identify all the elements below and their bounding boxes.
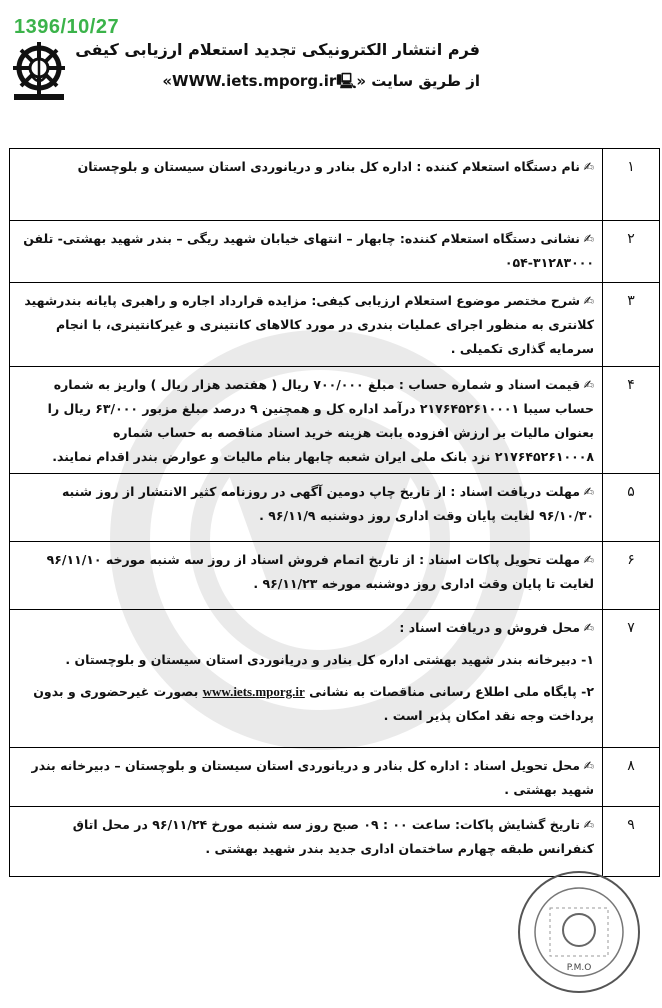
pen-icon: ✍	[583, 377, 594, 392]
inquiry-form-table	[9, 148, 660, 877]
row-label: نام دستگاه استعلام کننده :	[416, 159, 580, 174]
sales-place-item2-prefix: ۲- پایگاه ملی اطلاع رسانی مناقصات به نشانی	[309, 684, 594, 699]
pen-icon: ✍	[583, 817, 594, 832]
table-row	[10, 367, 660, 474]
pen-icon: ✍	[583, 293, 594, 308]
row-label: شرح مختصر موضوع استعلام ارزیابی کیفی:	[311, 293, 580, 308]
row-number: ۶	[603, 542, 660, 610]
pen-icon: ✍	[583, 159, 594, 174]
table-row	[10, 542, 660, 610]
ports-anchor-logo	[6, 38, 72, 102]
row-text: مزایده قرارداد اجاره و راهبری پایانه بندرشهید کلانتری به منظور اجرای عملیات بندری در مورد کالاهای کانتینری و غیرکانتینری، با انجام سرمایه گذاری تکمیلی .	[24, 293, 594, 356]
header-site-text: «WWW.iets.mporg.ir	[162, 72, 337, 90]
row-text: اداره کل بنادر و دریانوردی استان سیستان و بلوچستان	[77, 159, 413, 174]
sales-place-item2-suffix: بصورت غیرحضوری و بدون پرداخت وجه نقد امکان پذیر است .	[33, 684, 594, 723]
row-content	[10, 748, 603, 807]
tender-site-link[interactable]: www.iets.mporg.ir	[202, 684, 305, 699]
header-subtitle	[75, 71, 480, 96]
row-content	[10, 474, 603, 542]
row-content	[10, 807, 603, 877]
row-label: قیمت اسناد و شماره حساب :	[398, 377, 580, 392]
row-text: از تاریخ چاپ دومین آگهی در روزنامه کثیر الانتشار از روز شنبه ۹۶/۱۰/۳۰ لغایت پایان وقت اداری روز دوشنبه ۹۶/۱۱/۹ .	[61, 484, 594, 523]
sales-place-item: ۱- دبیرخانه بندر شهید بهشتی اداره کل بنادر و دریانوردی استان سیستان و بلوچستان .	[65, 652, 594, 667]
pen-icon: ✍	[583, 758, 594, 773]
pen-icon: ✍	[583, 231, 594, 246]
row-content	[10, 367, 603, 474]
row-number: ۴	[603, 367, 660, 474]
row-label: مهلت تحویل پاکات اسناد :	[419, 552, 580, 567]
row-label: مهلت دریافت اسناد :	[450, 484, 580, 499]
table-row	[10, 149, 660, 221]
row-label: تاریخ گشایش پاکات:	[455, 817, 580, 832]
row-text: چابهار – انتهای خیابان شهید ریگی – بندر شهید بهشتی- تلفن ۳۱۲۸۳۰۰۰-۰۵۴	[23, 231, 594, 270]
seal-text: P.M.O	[566, 963, 592, 973]
computer-icon: 🖳	[336, 72, 357, 90]
header-title: فرم انتشار الکترونیکی تجدید استعلام ارزیابی کیفی	[75, 40, 480, 59]
date-stamp: 1396/10/27	[14, 16, 120, 38]
pen-icon: ✍	[583, 484, 594, 499]
row-label: نشانی دستگاه استعلام کننده:	[399, 231, 580, 246]
row-label: محل فروش و دریافت اسناد :	[399, 620, 580, 635]
pen-icon: ✍	[583, 620, 594, 635]
row-text: ساعت ۰۰ : ۰۹ صبح روز سه شنبه مورخ ۹۶/۱۱/۲۴ در محل اتاق کنفرانس طبقه چهارم ساختمان اداری جدید بندر شهید بهشتی .	[72, 817, 594, 856]
table-row	[10, 807, 660, 877]
row-number: ۲	[603, 221, 660, 283]
table-row	[10, 283, 660, 367]
row-number: ۵	[603, 474, 660, 542]
row-number: ۸	[603, 748, 660, 807]
row-number: ۷	[603, 610, 660, 748]
sales-place-item	[18, 680, 594, 728]
official-seal	[510, 868, 648, 996]
row-content	[10, 542, 603, 610]
table-row	[10, 610, 660, 748]
table-row	[10, 748, 660, 807]
row-text: از تاریخ اتمام فروش اسناد از روز سه شنبه مورخه ۹۶/۱۱/۱۰ لغایت تا پایان وقت اداری روز دوشنبه مورخه ۹۶/۱۱/۲۳ .	[46, 552, 594, 591]
row-number: ۹	[603, 807, 660, 877]
row-label: محل تحویل اسناد :	[463, 758, 580, 773]
header-site	[162, 72, 366, 90]
row-content	[10, 283, 603, 367]
pen-icon: ✍	[583, 552, 594, 567]
header-site-close: »	[356, 72, 367, 90]
row-number: ۱	[603, 149, 660, 221]
row-content	[10, 149, 603, 221]
table-row	[10, 474, 660, 542]
form-header	[75, 40, 480, 96]
table-row	[10, 221, 660, 283]
row-text: مبلغ ۷۰۰/۰۰۰ ریال ( هفتصد هزار ریال ) واریز به شماره حساب سیبا ۲۱۷۶۴۵۲۶۱۰۰۰۱ درآمد اداره کل و همچنین ۹ درصد مبلغ مزبور ۶۳/۰۰۰ ریال را بعنوان مالیات بر ارزش افزوده بابت هزینه خرید اسناد مناقصه به حساب شماره ۲۱۷۶۴۵۲۶۱۰۰۰۸ نزد بانک ملی ایران شعبه چابهار بنام مالیات و عوارض بندر اقدام نمایند.	[47, 377, 594, 464]
row-content	[10, 610, 603, 748]
header-subtitle-prefix: از طریق سایت	[371, 72, 480, 90]
row-content	[10, 221, 603, 283]
row-text: اداره کل بنادر و دریانوردی استان سیستان و بلوچستان – دبیرخانه بندر شهید بهشتی .	[31, 758, 594, 797]
row-number: ۳	[603, 283, 660, 367]
